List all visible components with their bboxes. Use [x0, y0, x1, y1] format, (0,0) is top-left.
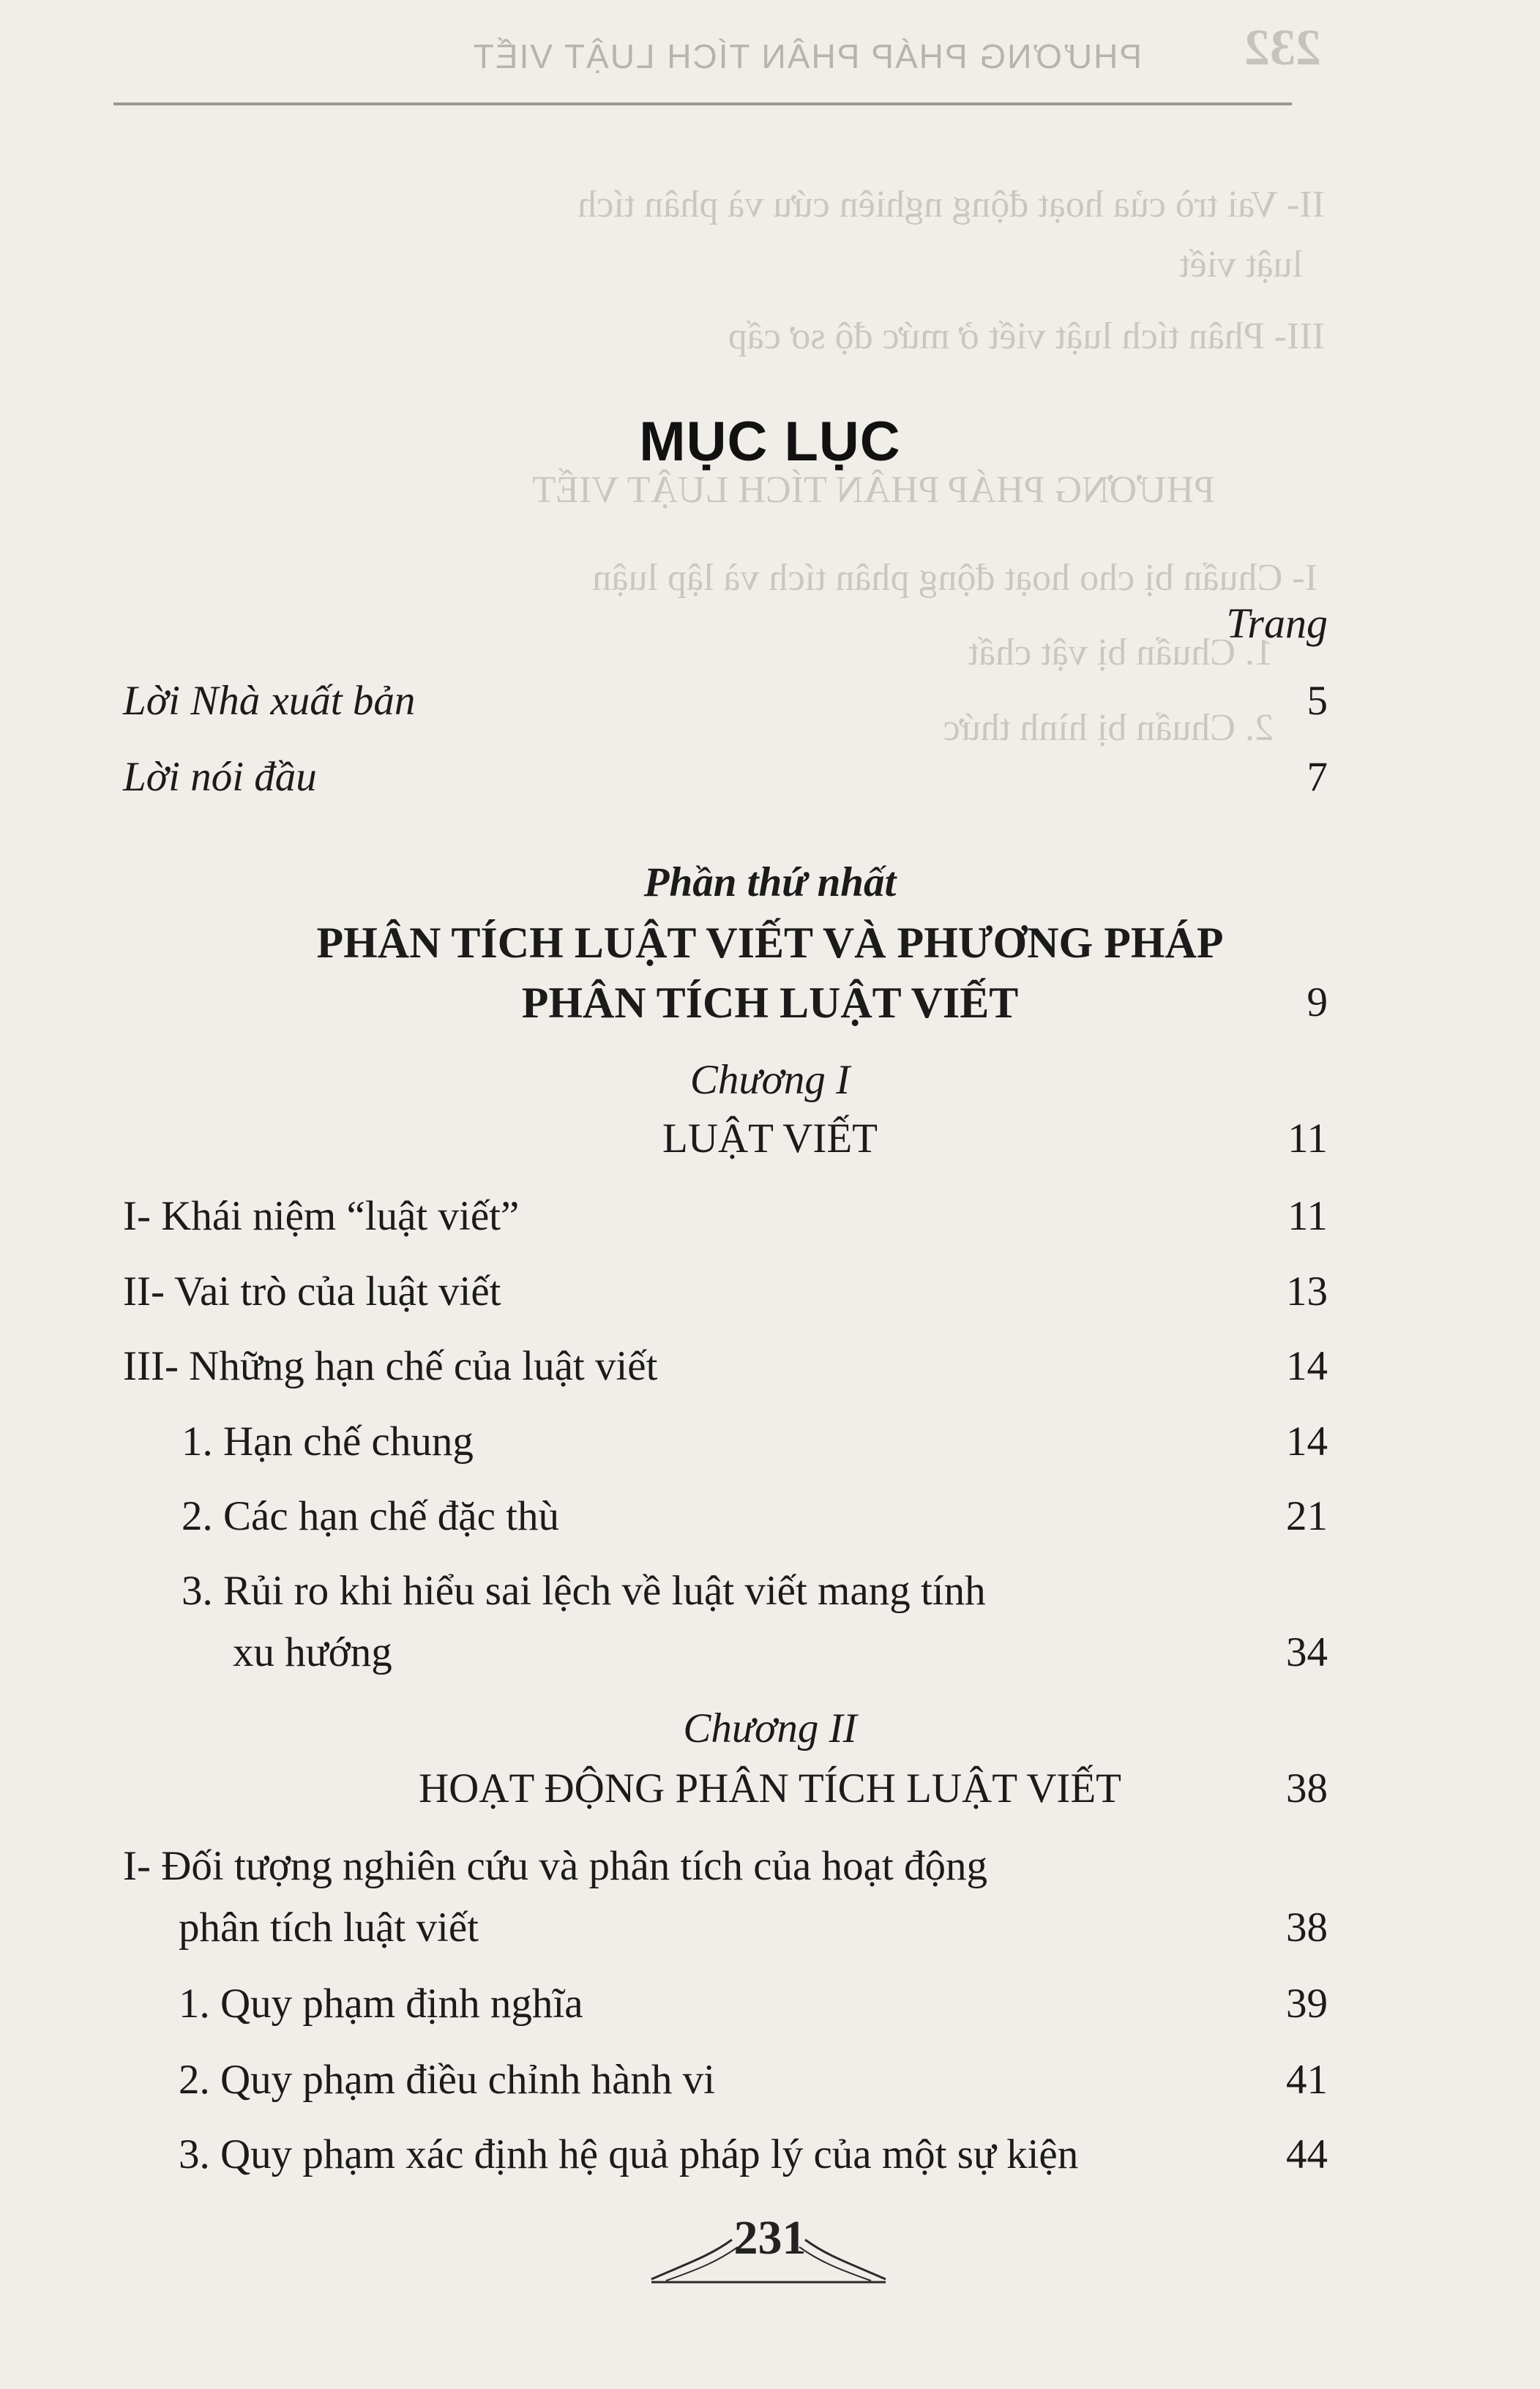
- bleed-through-line: II- Vai trò của hoạt động nghiên cứu và phân tích: [578, 184, 1325, 225]
- toc-entry: [0, 1837, 1540, 1896]
- toc-entry-page: 38: [1286, 1765, 1328, 1812]
- toc-entry-title: III- Những hạn chế của luật viết: [123, 1343, 658, 1389]
- bleed-through-line: luật viết: [1179, 244, 1303, 285]
- page-column-label: Trang: [1226, 599, 1328, 647]
- part-heading-text: PHÂN TÍCH LUẬT VIẾT VÀ PHƯƠNG PHÁP: [316, 919, 1224, 967]
- toc-entry: [0, 1975, 1540, 2033]
- bleed-through-line: III- Phân tích luật viết ở mức độ sơ cấp: [728, 315, 1325, 357]
- toc-entry-title: Lời nói đầu: [123, 754, 317, 800]
- toc-entry-page: 34: [1286, 1629, 1328, 1675]
- toc-entry: [0, 672, 1540, 730]
- chapter-heading-text: LUẬT VIẾT: [662, 1115, 878, 1162]
- toc-entry: [0, 1760, 1540, 1818]
- toc-entry: [0, 1110, 1540, 1168]
- toc-entry-page: 39: [1286, 1981, 1328, 2027]
- bleed-through-line: PHƯƠNG PHÁP PHÂN TÍCH LUẬT VIẾT: [532, 469, 1215, 511]
- toc-entry-title: 2. Các hạn chế đặc thù: [182, 1493, 559, 1539]
- toc-entry-title: Lời Nhà xuất bản: [123, 678, 416, 724]
- bleed-through-line: 2. Chuẩn bị hình thức: [943, 707, 1274, 749]
- toc-entry-page: 21: [1286, 1493, 1328, 1539]
- toc-entry: [0, 973, 1540, 1032]
- toc-entry: [0, 1413, 1540, 1471]
- toc-entry: [0, 748, 1540, 807]
- chapter-heading-text: HOẠT ĐỘNG PHÂN TÍCH LUẬT VIẾT: [418, 1765, 1121, 1812]
- toc-entry: [0, 1187, 1540, 1246]
- chapter-label: [0, 1051, 1540, 1110]
- bleed-through-header: PHƯƠNG PHÁP PHÂN TÍCH LUẬT VIẾT: [471, 37, 1142, 75]
- page-title: MỤC LỤC: [639, 411, 901, 473]
- toc-entry-title: 1. Quy phạm định nghĩa: [179, 1981, 583, 2027]
- toc-entry: [0, 2126, 1540, 2184]
- toc-entry-title: 1. Hạn chế chung: [182, 1418, 474, 1465]
- bleed-through-line: I- Chuẩn bị cho hoạt động phân tích và lập luận: [592, 557, 1317, 599]
- toc-entry: [0, 2051, 1540, 2109]
- chapter-label: [0, 1700, 1540, 1758]
- toc-entry-page: 9: [1307, 979, 1328, 1025]
- toc-entry-page: 13: [1286, 1268, 1328, 1315]
- toc-entry-title: 3. Rủi ro khi hiểu sai lệch về luật viết mang tính: [182, 1568, 986, 1614]
- toc-entry-title: 2. Quy phạm điều chỉnh hành vi: [179, 2057, 715, 2103]
- toc-entry: [0, 1337, 1540, 1396]
- toc-entry: [0, 1263, 1540, 1321]
- toc-entry-page: 41: [1286, 2057, 1328, 2103]
- chapter-label-text: Chương II: [683, 1705, 857, 1751]
- toc-entry-page: 7: [1307, 754, 1328, 800]
- chapter-label-text: Chương I: [689, 1057, 851, 1103]
- toc-entry-page: 44: [1286, 2131, 1328, 2177]
- part-heading: [0, 913, 1540, 972]
- toc-entry: [0, 1562, 1540, 1620]
- part-label: [0, 853, 1540, 912]
- page-number: 231: [733, 2211, 807, 2265]
- toc-entry-page: 38: [1286, 1904, 1328, 1951]
- part-label-text: Phần thứ nhất: [643, 859, 897, 905]
- bleed-through-page-number: 232: [1244, 20, 1321, 76]
- toc-entry-title: phân tích luật viết: [179, 1904, 479, 1951]
- toc-entry-title: I- Đối tượng nghiên cứu và phân tích của hoạt động: [123, 1843, 987, 1889]
- toc-entry: [0, 1487, 1540, 1546]
- toc-entry-title: 3. Quy phạm xác định hệ quả pháp lý của một sự kiện: [179, 2131, 1079, 2177]
- toc-entry-page: 14: [1286, 1343, 1328, 1389]
- toc-entry-title: I- Khái niệm “luật viết”: [123, 1193, 520, 1239]
- toc-entry-page: 14: [1286, 1418, 1328, 1465]
- toc-entry-page: 11: [1287, 1193, 1328, 1239]
- header-rule: [113, 102, 1292, 105]
- toc-entry-title: II- Vai trò của luật viết: [123, 1268, 501, 1315]
- toc-entry-page: 5: [1307, 678, 1328, 724]
- toc-entry: [0, 1899, 1540, 1957]
- bleed-through-line: 1. Chuẩn bị vật chất: [968, 632, 1274, 673]
- part-heading-text: PHÂN TÍCH LUẬT VIẾT: [521, 979, 1019, 1027]
- toc-entry: [0, 1623, 1540, 1682]
- toc-entry-title: xu hướng: [233, 1629, 392, 1675]
- toc-entry-page: 11: [1287, 1115, 1328, 1162]
